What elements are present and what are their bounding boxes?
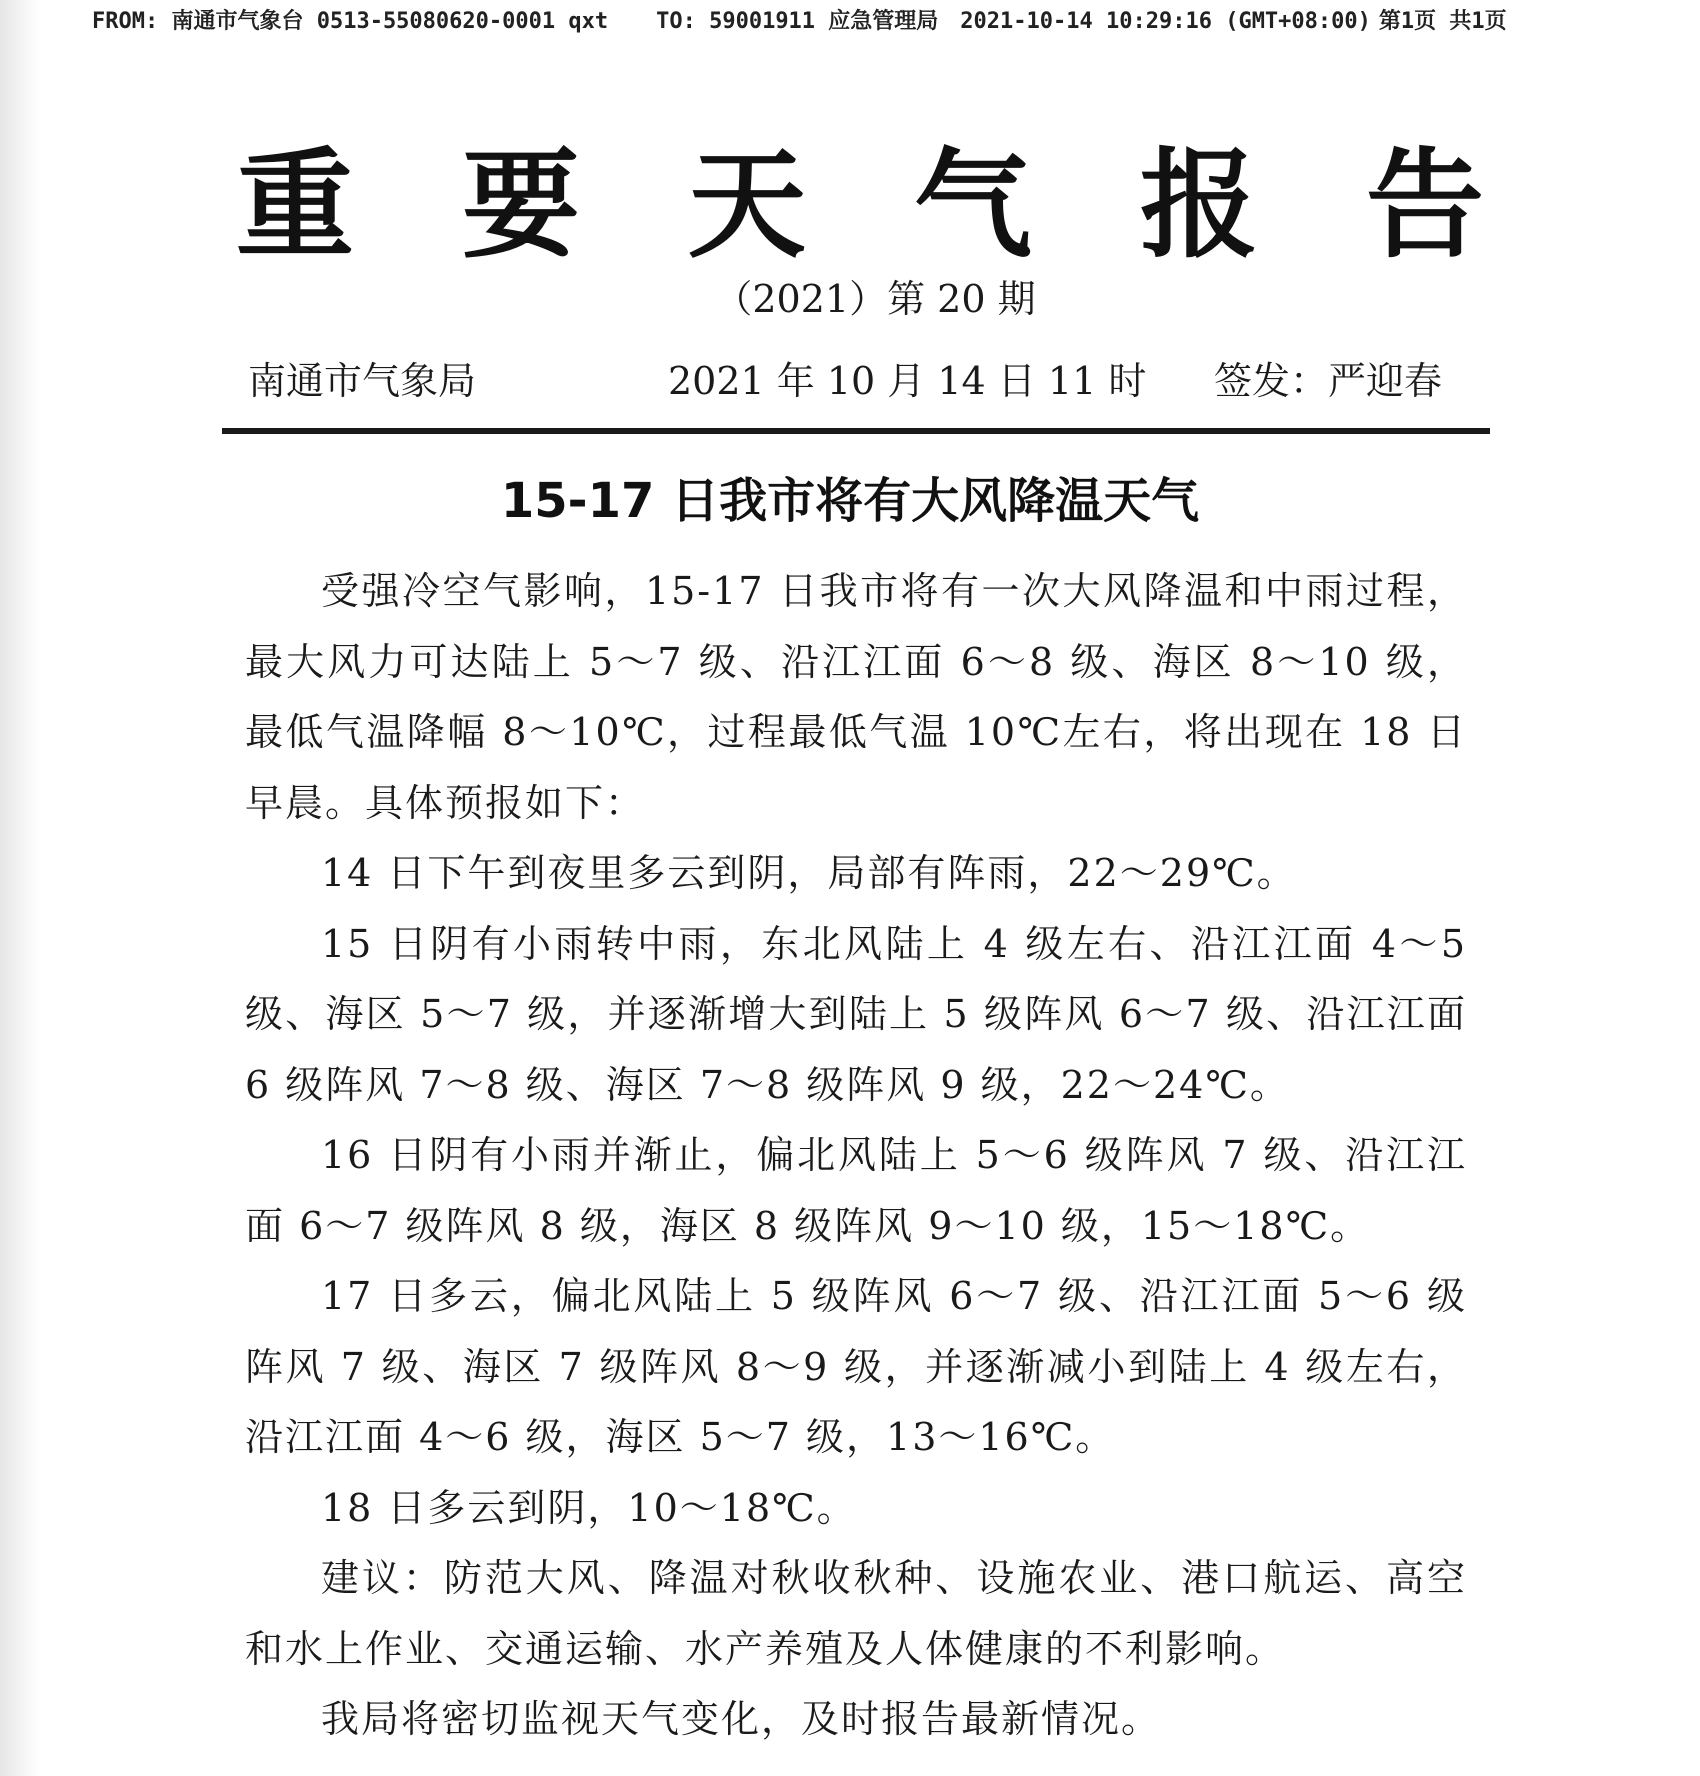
meta-row <box>248 350 1458 403</box>
title-char: 要 <box>461 136 580 274</box>
paragraph-summary: 受强冷空气影响，15-17 日我市将有一次大风降温和中雨过程，最大风力可达陆上 5～7 级、沿江江面 6～8 级、海区 8～10 级，最低气温降幅 8～10℃，过程最低气温 10℃左右，将出现在 18 日早晨。具体预报如下： <box>245 569 1467 825</box>
issue-number <box>0 268 1700 323</box>
scan-edge-shadow <box>0 0 40 1776</box>
paragraph-day-14: 14 日下午到夜里多云到阴，局部有阵雨，22～29℃。 <box>321 851 1297 895</box>
issue-date: 2021 年 10 月 14 日 11 时 <box>668 359 1147 403</box>
paragraph-day-18: 18 日多云到阴，10～18℃。 <box>321 1485 857 1530</box>
paragraph-advice: 建议：防范大风、降温对秋收秋种、设施农业、港口航运、高空和水上作业、交通运输、水产养殖及人体健康的不利影响。 <box>245 1556 1467 1671</box>
title-char: 天 <box>687 136 806 274</box>
fax-to: TO: 59001911 应急管理局 <box>656 9 939 34</box>
paragraph-day-17: 17 日多云，偏北风陆上 5 级阵风 6～7 级、沿江江面 5～6 级阵风 7 级、海区 7 级阵风 8～9 级，并逐渐减小到陆上 4 级左右，沿江江面 4～6 级，海区 5～7 级，13～16℃。 <box>245 1274 1467 1459</box>
paragraph-day-16: 16 日阴有小雨并渐止，偏北风陆上 5～6 级阵风 7 级、沿江江面 6～7 级阵风 8 级，海区 8 级阵风 9～10 级，15～18℃。 <box>245 1133 1467 1248</box>
fax-from: FROM: 南通市气象台 0513-55080620-0001 qxt <box>92 9 609 34</box>
header-divider <box>222 428 1490 434</box>
fax-header <box>92 4 1652 35</box>
report-headline: 15-17 日我市将有大风降温天气 <box>500 473 1200 529</box>
fax-timestamp: 2021-10-14 10:29:16 (GMT+08:00) <box>960 9 1371 34</box>
paragraph-day-15: 15 日阴有小雨转中雨，东北风陆上 4 级左右、沿江江面 4～5 级、海区 5～7 级，并逐渐增大到陆上 5 级阵风 6～7 级、沿江江面 6 级阵风 7～8 级、海区 7～8 级阵风 9 级，22～24℃。 <box>245 921 1467 1107</box>
title-char: 重 <box>235 136 354 274</box>
issue-number-text: （2021）第 20 期 <box>714 277 1036 321</box>
title-char: 报 <box>1139 136 1258 274</box>
issuing-organization: 南通市气象局 <box>248 359 477 403</box>
signer: 签发：严迎春 <box>1214 359 1443 403</box>
title-char: 告 <box>1365 136 1484 274</box>
title-char: 气 <box>913 136 1032 274</box>
fax-page-count: 第1页 共1页 <box>1378 9 1507 34</box>
document-title <box>230 136 1490 274</box>
paragraph-closing: 我局将密切监视天气变化，及时报告最新情况。 <box>321 1697 1162 1741</box>
report-body <box>245 556 1467 1755</box>
